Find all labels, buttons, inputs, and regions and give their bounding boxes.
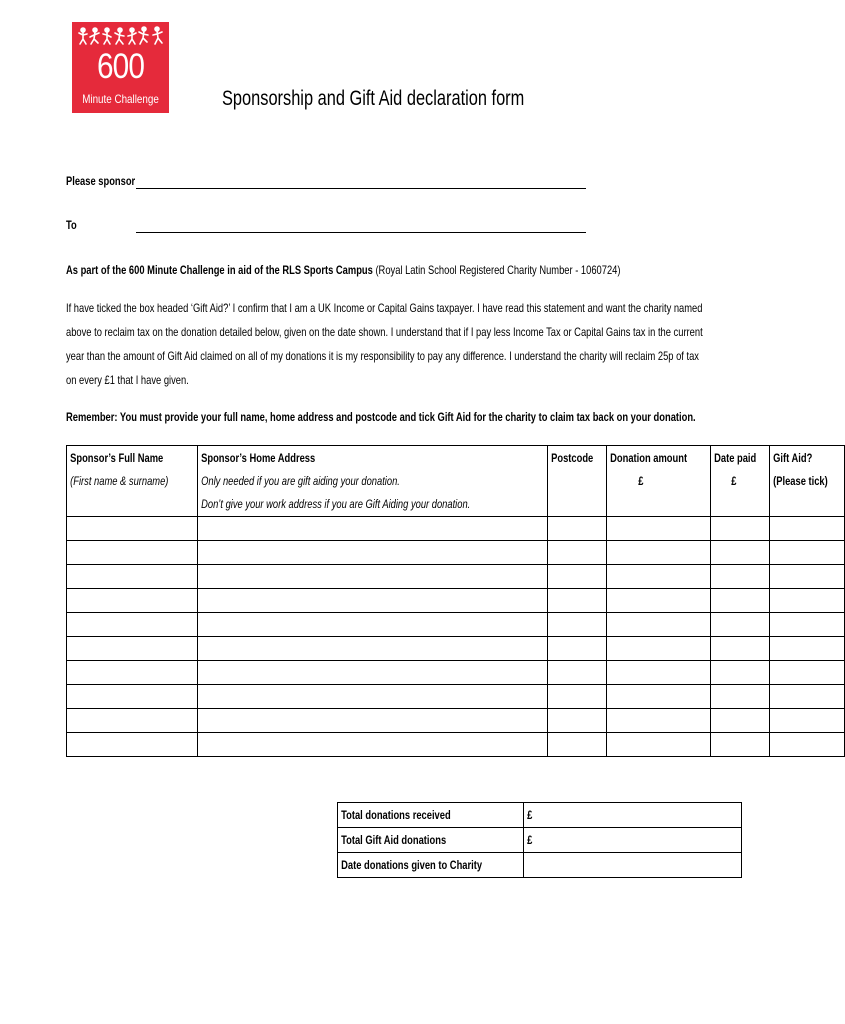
giftaid-cell[interactable]: [769, 589, 844, 613]
name-cell[interactable]: [67, 733, 198, 757]
declaration-line: on every £1 that I have given.: [66, 373, 189, 387]
postcode-cell[interactable]: [548, 613, 607, 637]
name-cell[interactable]: [67, 685, 198, 709]
name-cell[interactable]: [67, 589, 198, 613]
total-giftaid-label: Total Gift Aid donations: [341, 833, 447, 847]
table-row: [67, 685, 845, 709]
date-cell[interactable]: [710, 565, 769, 589]
declaration-line: year than the amount of Gift Aid claimed on all of my donations it is my responsibility to pay any difference. I understand the charity will reclaim 25p of tax: [66, 349, 699, 363]
postcode-cell[interactable]: [548, 733, 607, 757]
logo-number: 600: [96, 47, 145, 86]
header-name-sub: (First name & surname): [70, 474, 169, 488]
intro-normal: (Royal Latin School Registered Charity Number - 1060724): [372, 263, 621, 277]
date-given-field[interactable]: [523, 853, 741, 878]
name-cell[interactable]: [67, 541, 198, 565]
to-label: To: [66, 218, 77, 232]
table-header-row: [67, 446, 845, 517]
table-row: [67, 709, 845, 733]
giftaid-cell[interactable]: [769, 517, 844, 541]
header-name-title: Sponsor’s Full Name: [70, 451, 164, 465]
name-cell[interactable]: [67, 517, 198, 541]
giftaid-cell[interactable]: [769, 661, 844, 685]
postcode-cell[interactable]: [548, 565, 607, 589]
amount-cell[interactable]: [607, 709, 711, 733]
name-cell[interactable]: [67, 565, 198, 589]
postcode-cell[interactable]: [548, 661, 607, 685]
amount-cell[interactable]: [607, 637, 711, 661]
amount-cell[interactable]: [607, 685, 711, 709]
date-cell[interactable]: [710, 541, 769, 565]
date-given-value: [524, 865, 694, 866]
sponsor-field-line[interactable]: [136, 174, 586, 189]
giftaid-cell[interactable]: [769, 637, 844, 661]
name-cell[interactable]: [67, 661, 198, 685]
header-donation-amount: [607, 446, 711, 517]
table-row: [67, 517, 845, 541]
address-cell[interactable]: [198, 565, 548, 589]
table-row: [67, 733, 845, 757]
postcode-cell[interactable]: [548, 637, 607, 661]
address-cell[interactable]: [198, 709, 548, 733]
to-field-line[interactable]: [136, 218, 586, 233]
address-cell[interactable]: [198, 517, 548, 541]
postcode-cell[interactable]: [548, 685, 607, 709]
header-date-sub: £: [731, 474, 737, 488]
date-cell[interactable]: [710, 733, 769, 757]
header-home-address: [198, 446, 548, 517]
address-cell[interactable]: [198, 685, 548, 709]
total-giftaid-value: £: [526, 833, 533, 847]
giftaid-cell[interactable]: [769, 565, 844, 589]
amount-cell[interactable]: [607, 541, 711, 565]
header-postcode: [548, 446, 607, 517]
totals-row: [338, 803, 742, 828]
total-received-label: Total donations received: [341, 808, 451, 822]
address-cell[interactable]: [198, 637, 548, 661]
postcode-cell[interactable]: [548, 709, 607, 733]
logo-subtitle: Minute Challenge: [82, 92, 159, 106]
address-cell[interactable]: [198, 733, 548, 757]
total-received-value: £: [526, 808, 533, 822]
total-giftaid-field[interactable]: [523, 828, 741, 853]
table-row: [67, 565, 845, 589]
header-address-sub1: Only needed if you are gift aiding your donation.: [201, 474, 400, 488]
date-cell[interactable]: [710, 637, 769, 661]
name-cell[interactable]: [67, 613, 198, 637]
totals-row: [338, 853, 742, 878]
header-date-title: Date paid: [713, 451, 757, 465]
name-cell[interactable]: [67, 709, 198, 733]
amount-cell[interactable]: [607, 661, 711, 685]
sponsor-table: [66, 445, 845, 757]
name-cell[interactable]: [67, 637, 198, 661]
date-cell[interactable]: [710, 685, 769, 709]
header-amount-title: Donation amount: [610, 451, 688, 465]
date-cell[interactable]: [710, 709, 769, 733]
amount-cell[interactable]: [607, 565, 711, 589]
header-full-name: [67, 446, 198, 517]
header-giftaid-sub: (Please tick): [772, 474, 828, 488]
address-cell[interactable]: [198, 541, 548, 565]
postcode-cell[interactable]: [548, 589, 607, 613]
total-received-field[interactable]: [523, 803, 741, 828]
declaration-line: If have ticked the box headed ‘Gift Aid?’ I confirm that I am a UK Income or Capital Gains taxpayer. I have read this statement and want the charity named: [66, 301, 703, 315]
giftaid-cell[interactable]: [769, 685, 844, 709]
giftaid-cell[interactable]: [769, 541, 844, 565]
header-gift-aid: [769, 446, 844, 517]
date-cell[interactable]: [710, 517, 769, 541]
amount-cell[interactable]: [607, 733, 711, 757]
date-cell[interactable]: [710, 613, 769, 637]
date-cell[interactable]: [710, 661, 769, 685]
postcode-cell[interactable]: [548, 517, 607, 541]
address-cell[interactable]: [198, 613, 548, 637]
giftaid-cell[interactable]: [769, 733, 844, 757]
header-date-paid: [710, 446, 769, 517]
date-given-label: Date donations given to Charity: [341, 858, 483, 872]
header-amount-sub: £: [638, 474, 644, 488]
intro-bold: As part of the 600 Minute Challenge in aid of the RLS Sports Campus: [66, 263, 373, 277]
table-row: [67, 589, 845, 613]
declaration-text: [66, 296, 703, 392]
page-title: Sponsorship and Gift Aid declaration form: [222, 87, 525, 110]
totals-row: [338, 828, 742, 853]
header-postcode-title: Postcode: [551, 451, 594, 465]
table-row: [67, 661, 845, 685]
table-row: [67, 637, 845, 661]
totals-table: [337, 802, 742, 878]
remember-note: Remember: You must provide your full name, home address and postcode and tick Gift Aid for the charity to claim tax back on your donation.: [66, 410, 696, 424]
runner-figures-icon: [72, 26, 169, 48]
declaration-line: above to reclaim tax on the donation detailed below, given on the date shown. I understand that if I pay less Income Tax or Capital Gains tax in the current: [66, 325, 703, 339]
address-cell[interactable]: [198, 589, 548, 613]
amount-cell[interactable]: [607, 613, 711, 637]
header-giftaid-title: Gift Aid?: [772, 451, 813, 465]
date-cell[interactable]: [710, 589, 769, 613]
challenge-logo: [72, 22, 169, 113]
giftaid-cell[interactable]: [769, 709, 844, 733]
header-address-sub2: Don’t give your work address if you are Gift Aiding your donation.: [201, 497, 471, 511]
postcode-cell[interactable]: [548, 541, 607, 565]
table-row: [67, 541, 845, 565]
amount-cell[interactable]: [607, 517, 711, 541]
header-address-title: Sponsor’s Home Address: [201, 451, 316, 465]
intro-statement: [66, 258, 620, 282]
address-cell[interactable]: [198, 661, 548, 685]
table-row: [67, 613, 845, 637]
giftaid-cell[interactable]: [769, 613, 844, 637]
amount-cell[interactable]: [607, 589, 711, 613]
sponsor-label: Please sponsor: [66, 174, 136, 188]
